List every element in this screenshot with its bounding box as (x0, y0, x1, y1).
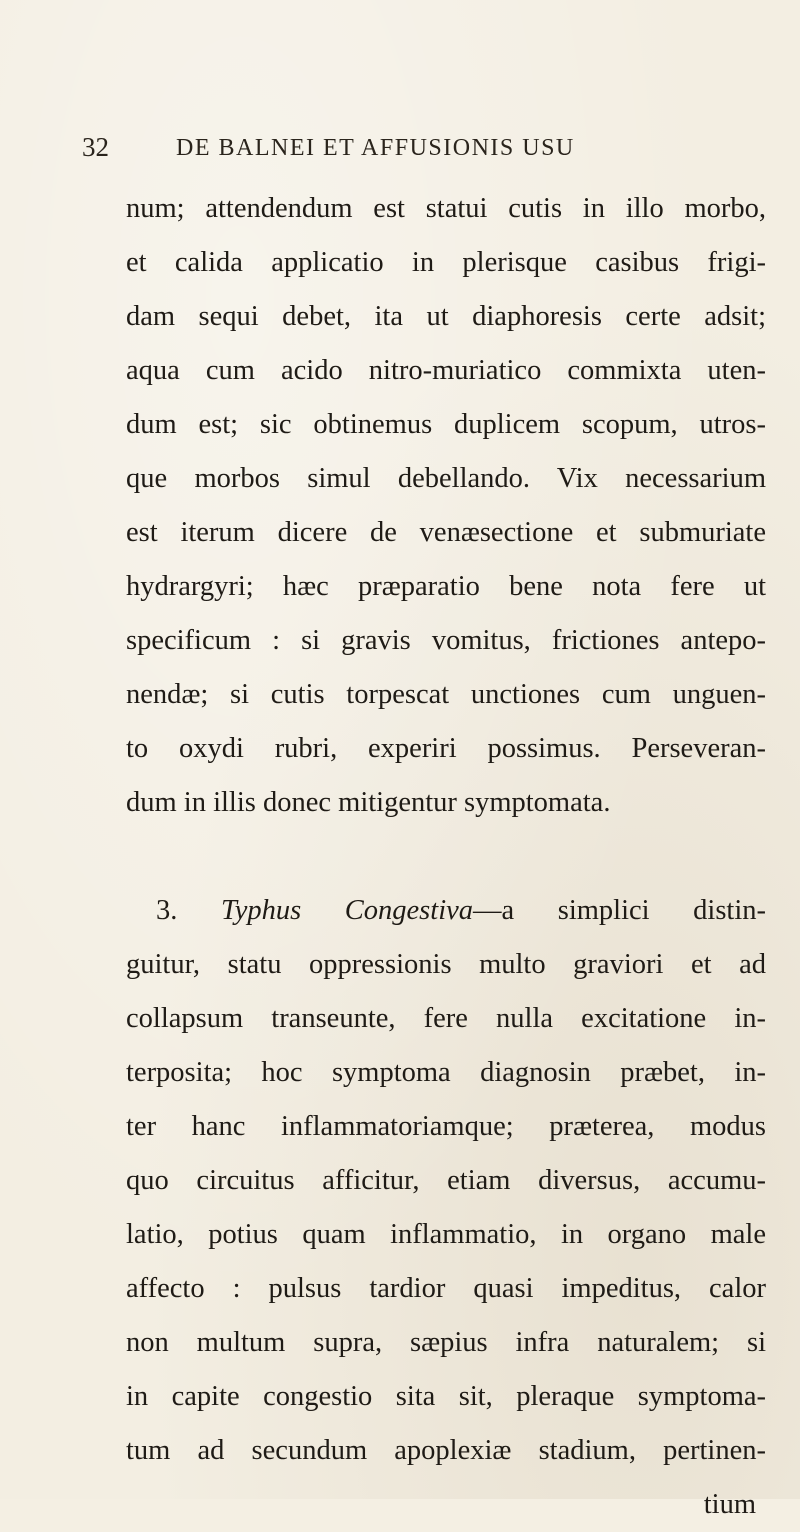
text-line: aqua cum acido nitro-muriatico commixta uten- (126, 355, 766, 386)
text-line: dum est; sic obtinemus duplicem scopum, utros- (126, 409, 766, 440)
text-line: tum ad secundum apoplexiæ stadium, pertinen- (126, 1435, 766, 1466)
text-line: dum in illis donec mitigentur symptomata. (126, 787, 611, 818)
page-header (0, 132, 800, 172)
paragraph-gap (126, 830, 766, 884)
text-line: num; attendendum est statui cutis in illo morbo, (126, 193, 766, 224)
section-title: Typhus Congestiva (220, 895, 474, 926)
text-line: dam sequi debet, ita ut diaphoresis certe adsit; (126, 301, 766, 332)
paragraph-2 (126, 884, 766, 1532)
text-line: nendæ; si cutis torpescat unctiones cum unguen- (126, 679, 766, 710)
section-number: 3. (156, 895, 178, 926)
text-line: specificum : si gravis vomitus, frictiones antepo- (126, 625, 766, 656)
text-line: affecto : pulsus tardior quasi impeditus, calor (126, 1273, 766, 1304)
text-line: terposita; hoc symptoma diagnosin præbet, in- (126, 1057, 766, 1088)
text-line: est iterum dicere de venæsectione et submuriate (126, 517, 766, 548)
running-head: DE BALNEI ET AFFUSIONIS USU (176, 135, 575, 161)
section-heading-line (126, 884, 766, 938)
text-line: que morbos simul debellando. Vix necessarium (126, 463, 766, 494)
text-line: et calida applicatio in plerisque casibus frigi- (126, 247, 766, 278)
paragraph-1 (126, 182, 766, 830)
text-line: latio, potius quam inflammatio, in organo male (126, 1219, 766, 1250)
body-text (126, 182, 766, 1532)
text-line: non multum supra, sæpius infra naturalem; si (126, 1327, 766, 1358)
text-line: hydrargyri; hæc præparatio bene nota fere ut (126, 571, 766, 602)
text-line: in capite congestio sita sit, pleraque symptoma- (126, 1381, 766, 1412)
text-line: collapsum transeunte, fere nulla excitatione in- (126, 1003, 766, 1034)
page-number: 32 (82, 132, 109, 162)
text-line: to oxydi rubri, experiri possimus. Perseveran- (126, 733, 766, 764)
text-line: quo circuitus afficitur, etiam diversus, accumu- (126, 1165, 766, 1196)
text-line: guitur, statu oppressionis multo graviori et ad (126, 949, 766, 980)
catchword: tium (703, 1489, 756, 1520)
text-line: —a simplici distin- (473, 895, 766, 926)
text-line: ter hanc inflammatoriamque; præterea, modus (126, 1111, 766, 1142)
